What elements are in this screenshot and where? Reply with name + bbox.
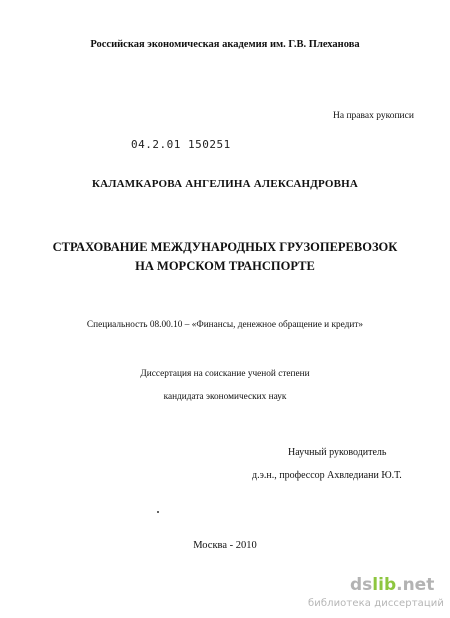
degree-line-1: Диссертация на соискание ученой степени [140,369,310,379]
library-stamp-code: 04.2.01 150251 [131,138,231,151]
scan-speck [157,511,159,513]
svg-text:dslib.net: dslib.net [350,575,435,594]
thesis-title-line-1: СТРАХОВАНИЕ МЕЖДУНАРОДНЫХ ГРУЗОПЕРЕВОЗОК [52,240,398,254]
academy-name: Российская экономическая академия им. Г.В. Плеханова [90,39,360,50]
watermark-subtitle: библиотека диссертаций [307,598,444,609]
author-name: КАЛАМКАРОВА АНГЕЛИНА АЛЕКСАНДРОВНА [91,178,359,190]
watermark-logo [350,574,446,594]
thesis-title-line-2: НА МОРСКОМ ТРАНСПОРТЕ [135,259,315,273]
specialty: Специальность 08.00.10 – «Финансы, денежное обращение и кредит» [86,320,364,330]
degree-line-2: кандидата экономических наук [163,392,287,402]
supervisor-label: Научный руководитель [288,447,387,458]
supervisor-name: д.э.н., профессор Ахвледиани Ю.Т. [252,470,402,481]
rights-note: На правах рукописи [333,111,414,121]
place-year: Москва - 2010 [193,540,257,551]
watermark-logo-svg [350,574,446,594]
